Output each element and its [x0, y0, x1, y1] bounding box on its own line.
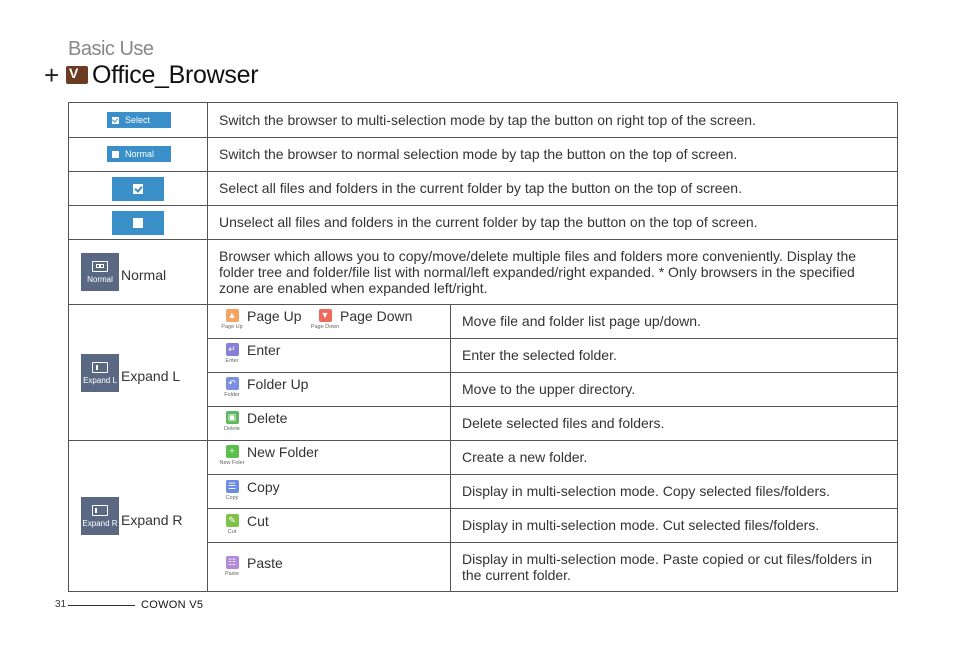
feature-table	[68, 102, 898, 592]
page-up-down-description: Move file and folder list page up/down.	[462, 313, 701, 329]
select-description: Switch the browser to multi-selection mode by tap the button on right top of the screen.	[219, 112, 756, 128]
section-title: Basic Use	[68, 38, 154, 60]
expand-l-button[interactable]: Expand L	[81, 354, 119, 392]
page-title: Office_Browser	[92, 60, 259, 89]
paste-icon[interactable]: ☷	[226, 556, 239, 569]
page-up-function: ▲ Page Up Page Up	[221, 308, 302, 330]
enter-description: Enter the selected folder.	[462, 347, 617, 363]
square-icon	[112, 151, 119, 158]
expand-r-label: Expand R	[121, 512, 183, 528]
trash-icon[interactable]: ▣	[226, 411, 239, 424]
cut-description: Display in multi-selection mode. Cut selected files/folders.	[462, 517, 820, 533]
empty-box-icon	[133, 218, 143, 228]
checked-box-icon	[133, 184, 143, 194]
new-folder-icon[interactable]: +	[226, 445, 239, 458]
normal-layout-icon	[92, 261, 108, 272]
normal-description: Switch the browser to normal selection mode by tap the button on the top of screen.	[219, 146, 738, 162]
copy-description: Display in multi-selection mode. Copy selected files/folders.	[462, 483, 831, 499]
new-folder-function: + New Foler New Folder	[219, 444, 319, 466]
cut-function: ✎ Cut Cut	[219, 514, 269, 535]
copy-icon[interactable]: ☰	[226, 480, 239, 493]
folder-up-description: Move to the upper directory.	[462, 381, 636, 397]
unselect-all-description: Unselect all files and folders in the current folder by tap the button on the top of screen.	[219, 214, 758, 230]
page-down-function: ▼ Page Down Page Down	[310, 308, 413, 330]
normal-button[interactable]: Normal	[107, 146, 171, 162]
cut-icon[interactable]: ✎	[226, 514, 239, 527]
unselect-all-button[interactable]	[112, 211, 164, 235]
delete-description: Delete selected files and folders.	[462, 415, 665, 431]
page-title-row	[44, 60, 258, 90]
folder-up-icon[interactable]: ↶	[226, 377, 239, 390]
enter-icon[interactable]: ↵	[226, 343, 239, 356]
normal-mode-description: Browser which allows you to copy/move/delete multiple files and folders more conveniently. Display the folder tree and folder/file list with normal/left expanded/right expanded. * Only browsers in the specified zone are enabled when expanded left/right.	[219, 247, 857, 296]
new-folder-description: Create a new folder.	[462, 449, 588, 465]
normal-mode-label: Normal	[121, 267, 167, 283]
expand-r-button[interactable]: Expand R	[81, 497, 119, 535]
footer-divider	[68, 605, 135, 606]
expand-left-icon	[92, 362, 108, 373]
delete-function: ▣ Delete Delete	[224, 410, 288, 432]
footer-brand: COWON V5	[141, 599, 204, 611]
folder-up-function: ↶ Folder Folder Up	[224, 376, 309, 398]
enter-function: ↵ Enter Enter	[225, 342, 281, 364]
expand-l-label: Expand L	[121, 368, 181, 384]
check-icon	[112, 117, 119, 124]
normal-mode-button[interactable]: Normal	[81, 253, 119, 291]
copy-function: ☰ Copy Copy	[225, 479, 280, 501]
select-all-button[interactable]	[112, 177, 164, 201]
plus-icon: +	[44, 60, 60, 90]
page-up-icon[interactable]: ▲	[226, 309, 239, 322]
page-number: 31	[55, 599, 67, 610]
select-button[interactable]: Select	[107, 112, 171, 128]
office-browser-logo-icon: V	[66, 66, 88, 84]
select-all-description: Select all files and folders in the current folder by tap the button on the top of screen.	[219, 180, 742, 196]
paste-function: ☷ Paste Paste	[224, 555, 283, 577]
expand-right-icon	[92, 505, 108, 516]
page-down-icon[interactable]: ▼	[319, 309, 332, 322]
paste-description: Display in multi-selection mode. Paste copied or cut files/folders in the current folder.	[462, 550, 873, 583]
